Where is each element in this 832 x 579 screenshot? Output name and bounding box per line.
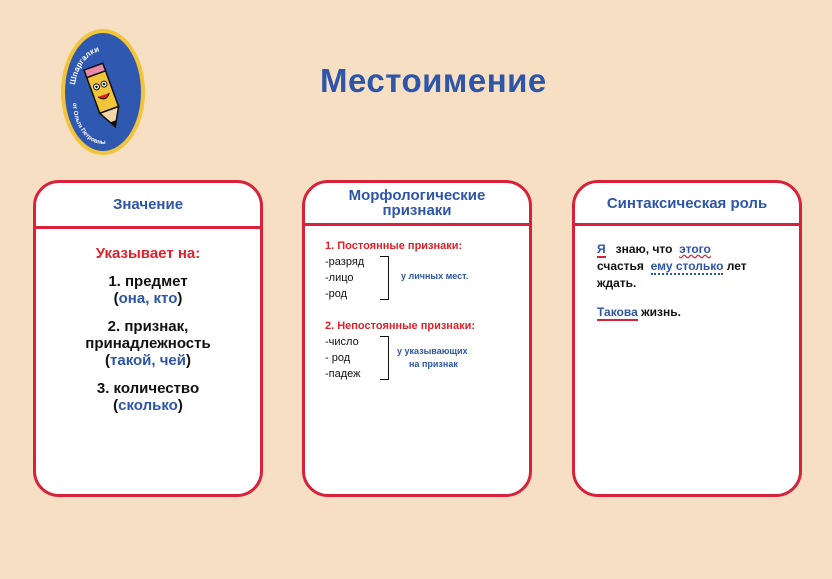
meaning-card xyxy=(33,180,263,497)
meaning-item-object: 1. предмет (она, кто) xyxy=(108,273,188,307)
example-sentence-1: Я знаю, что этого счастья ему столько лет ждать. xyxy=(597,242,747,290)
pencil-mascot-icon xyxy=(65,33,141,151)
list-item: -род xyxy=(325,288,348,300)
page-title: Местоимение xyxy=(320,62,547,99)
list-item: -лицо xyxy=(325,272,354,284)
list-item: - род xyxy=(325,352,351,364)
variable-features-list xyxy=(325,334,529,382)
logo-bottom-text: от Ольги Петровны xyxy=(70,102,106,146)
meaning-item-attribute: 2. признак, принадлежность (такой, чей) xyxy=(85,318,211,369)
variable-note: у указывающих xyxy=(397,346,468,356)
examples-object: она, кто xyxy=(118,290,178,307)
variable-note-2: на признак xyxy=(409,359,458,369)
morphology-card-header: Морфологические признаки xyxy=(305,183,529,226)
list-item: -разряд xyxy=(325,256,365,268)
example-sentence-2: Такова жизнь. xyxy=(597,305,681,319)
constant-features-list xyxy=(325,254,529,302)
syntax-card-body xyxy=(575,226,799,321)
meaning-item-quantity: 3. количество (сколько) xyxy=(96,380,200,414)
list-item: -число xyxy=(325,336,359,348)
examples-attribute: такой, чей xyxy=(110,352,186,369)
subject-word: Я xyxy=(597,242,606,256)
morphology-card-body xyxy=(305,226,529,382)
examples-quantity: сколько xyxy=(118,397,178,414)
logo-top-text: Шпаргалки xyxy=(67,44,101,86)
bracket xyxy=(380,336,389,380)
syntax-card-header: Синтаксическая роль xyxy=(575,183,799,226)
variable-features-heading: 2. Непостоянные признаки: xyxy=(325,320,476,332)
syntax-card xyxy=(572,180,802,497)
logo-badge xyxy=(61,29,145,155)
meaning-heading: Указывает на: xyxy=(95,245,201,262)
bracket xyxy=(380,256,389,300)
constant-features-heading: 1. Постоянные признаки: xyxy=(325,240,463,252)
constant-note: у личных мест. xyxy=(401,271,469,281)
meaning-card-header: Значение xyxy=(36,183,260,229)
object-words: ему столько xyxy=(650,259,724,273)
predicate-word: Такова xyxy=(597,305,638,319)
meaning-card-body xyxy=(36,245,260,414)
morphology-card xyxy=(302,180,532,497)
list-item: -падеж xyxy=(325,368,361,380)
attribute-word: этого xyxy=(679,242,711,256)
